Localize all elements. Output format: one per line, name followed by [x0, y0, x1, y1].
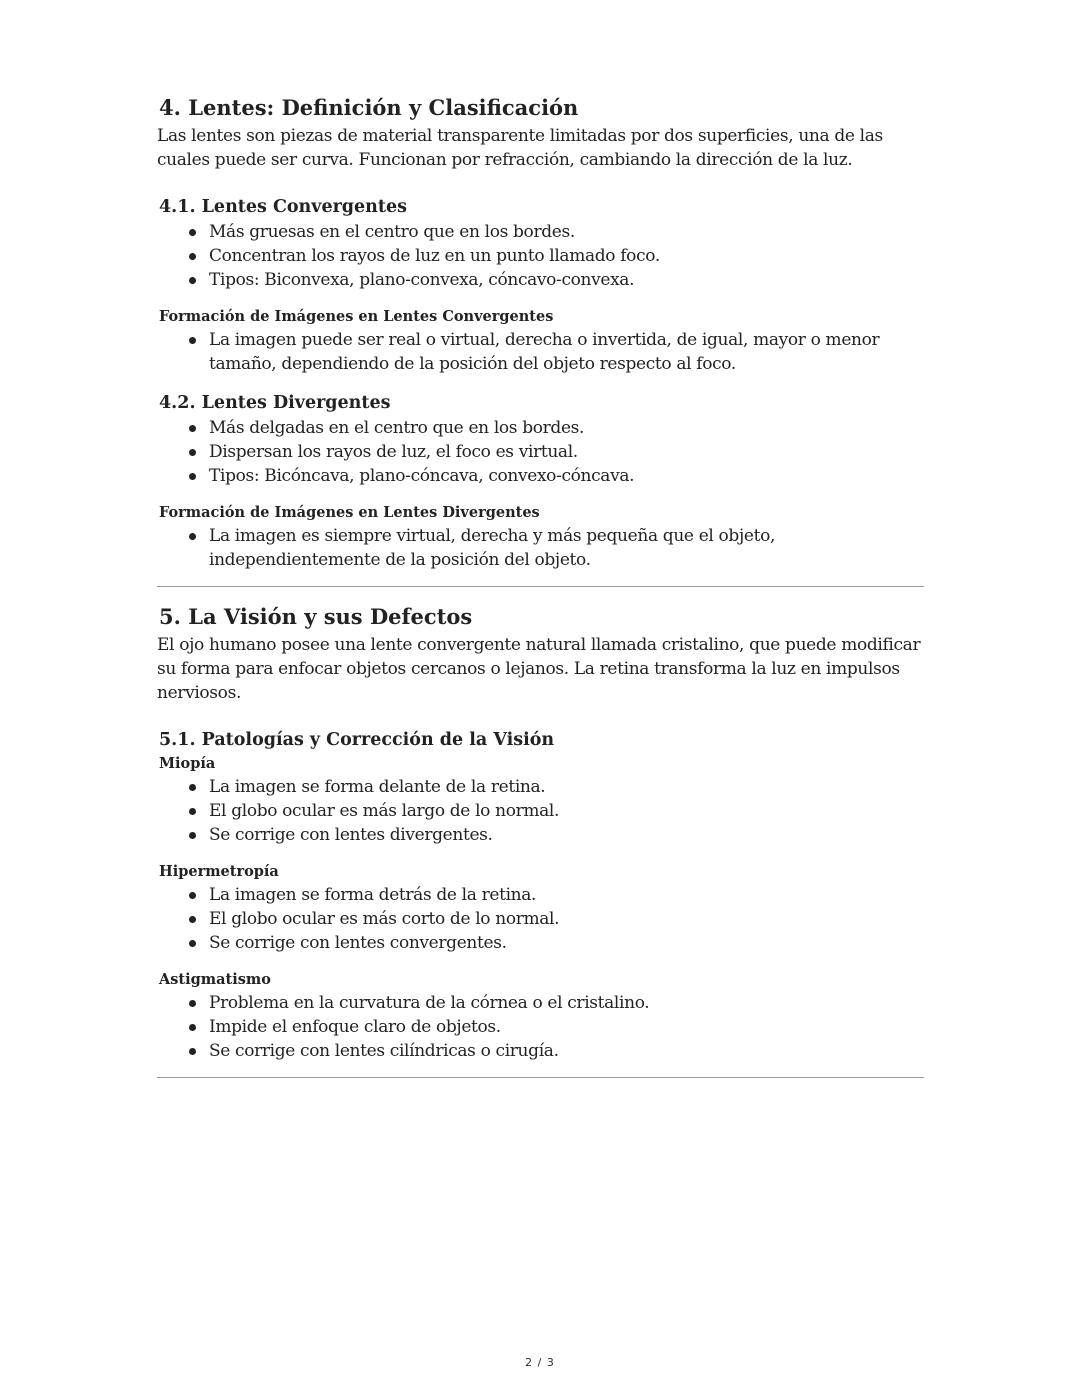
list-item: Se corrige con lentes divergentes.	[209, 823, 924, 847]
astigmatismo-list	[157, 991, 924, 1063]
list-item: La imagen se forma delante de la retina.	[209, 775, 924, 799]
hipermetropia-list	[157, 883, 924, 955]
list-item: Se corrige con lentes cilíndricas o cirugía.	[209, 1039, 924, 1063]
section-4-title: 4. Lentes: Definición y Clasificación	[159, 95, 579, 120]
astigmatismo-title: Astigmatismo	[159, 971, 271, 988]
divergentes-list	[157, 416, 924, 488]
list-item: La imagen se forma detrás de la retina.	[209, 883, 924, 907]
list-item: Impide el enfoque claro de objetos.	[209, 1015, 924, 1039]
list-item: Concentran los rayos de luz en un punto llamado foco.	[209, 244, 924, 268]
list-item: Dispersan los rayos de luz, el foco es virtual.	[209, 440, 924, 464]
list-item: Tipos: Bicóncava, plano-cóncava, convexo-cóncava.	[209, 464, 924, 488]
convergentes-list	[157, 220, 924, 292]
section-4-intro: Las lentes son piezas de material transparente limitadas por dos superficies, una de las cuales puede ser curva. Funcionan por refracción, cambiando la dirección de la luz.	[157, 126, 883, 170]
list-item: El globo ocular es más largo de lo normal.	[209, 799, 924, 823]
divergentes-formacion-list	[157, 524, 924, 572]
list-item: Tipos: Biconvexa, plano-convexa, cóncavo-convexa.	[209, 268, 924, 292]
miopia-list	[157, 775, 924, 847]
patologias-title: 5.1. Patologías y Corrección de la Visión	[159, 730, 555, 750]
section-5-intro: El ojo humano posee una lente convergente natural llamada cristalino, que puede modificar su forma para enfocar objetos cercanos o lejanos. La retina transforma la luz en impulsos nerviosos.	[157, 635, 921, 703]
divergentes-title: 4.2. Lentes Divergentes	[159, 393, 391, 413]
list-item: La imagen es siempre virtual, derecha y más pequeña que el objeto, independientemente de la posición del objeto.	[209, 524, 924, 572]
section-5-title: 5. La Visión y sus Defectos	[159, 604, 473, 629]
document-page	[157, 92, 924, 1078]
list-item: Se corrige con lentes convergentes.	[209, 931, 924, 955]
convergentes-title: 4.1. Lentes Convergentes	[159, 197, 407, 217]
list-item: El globo ocular es más corto de lo normal.	[209, 907, 924, 931]
divergentes-formacion-title: Formación de Imágenes en Lentes Divergentes	[159, 504, 540, 521]
page-number: 2 / 3	[525, 1356, 555, 1369]
convergentes-formacion-title: Formación de Imágenes en Lentes Convergentes	[159, 308, 554, 325]
list-item: Más gruesas en el centro que en los bordes.	[209, 220, 924, 244]
list-item: Más delgadas en el centro que en los bordes.	[209, 416, 924, 440]
convergentes-formacion-list	[157, 328, 924, 376]
section-divider	[157, 1077, 924, 1078]
list-item: La imagen puede ser real o virtual, derecha o invertida, de igual, mayor o menor tamaño, dependiendo de la posición del objeto respecto al foco.	[209, 328, 924, 376]
hipermetropia-title: Hipermetropía	[159, 863, 279, 880]
list-item: Problema en la curvatura de la córnea o el cristalino.	[209, 991, 924, 1015]
miopia-title: Miopía	[159, 755, 216, 772]
